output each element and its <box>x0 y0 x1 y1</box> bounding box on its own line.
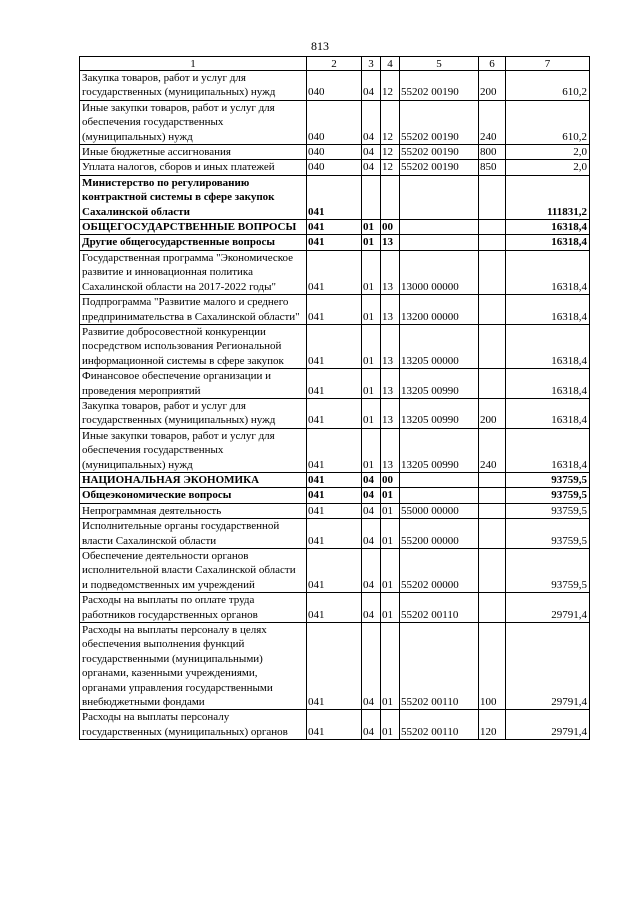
row-name-cell: НАЦИОНАЛЬНАЯ ЭКОНОМИКА <box>80 472 307 487</box>
row-subsection-cell: 12 <box>381 100 400 144</box>
row-section-cell: 04 <box>362 593 381 623</box>
row-name-cell: Подпрограмма "Развитие малого и среднего предпринимательства в Сахалинской области" <box>80 295 307 325</box>
row-section-cell: 01 <box>362 324 381 368</box>
row-sum-cell: 16318,4 <box>506 295 590 325</box>
row-name-cell: Обеспечение деятельности органов исполнительной власти Сахалинской области и подведомственных им учреждений <box>80 549 307 593</box>
row-sum-cell: 610,2 <box>506 100 590 144</box>
row-expense-type-cell <box>479 519 506 549</box>
row-section-cell: 01 <box>362 398 381 428</box>
row-ved-cell: 041 <box>307 324 362 368</box>
row-sum-cell: 16318,4 <box>506 369 590 399</box>
header-cell: 3 <box>362 57 381 71</box>
row-section-cell: 04 <box>362 710 381 740</box>
table-row <box>80 623 590 710</box>
table-row <box>80 398 590 428</box>
table-row <box>80 428 590 472</box>
row-expense-type-cell <box>479 593 506 623</box>
row-sum-cell: 16318,4 <box>506 398 590 428</box>
row-ved-cell: 041 <box>307 593 362 623</box>
row-ved-cell: 041 <box>307 175 362 219</box>
row-name-cell: Министерство по регулированию контрактной системы в сфере закупок Сахалинской области <box>80 175 307 219</box>
row-ved-cell: 041 <box>307 503 362 518</box>
row-target-code-cell: 55000 00000 <box>400 503 479 518</box>
row-section-cell: 04 <box>362 519 381 549</box>
row-ved-cell: 041 <box>307 220 362 235</box>
row-ved-cell: 041 <box>307 472 362 487</box>
row-section-cell: 01 <box>362 250 381 294</box>
table-row <box>80 220 590 235</box>
row-expense-type-cell: 850 <box>479 160 506 175</box>
row-target-code-cell <box>400 175 479 219</box>
row-expense-type-cell: 240 <box>479 100 506 144</box>
row-target-code-cell: 55202 00110 <box>400 593 479 623</box>
row-target-code-cell: 13200 00000 <box>400 295 479 325</box>
row-ved-cell: 041 <box>307 428 362 472</box>
row-section-cell: 04 <box>362 160 381 175</box>
row-subsection-cell: 12 <box>381 71 400 101</box>
row-section-cell: 01 <box>362 369 381 399</box>
row-section-cell: 04 <box>362 71 381 101</box>
row-name-cell: Другие общегосударственные вопросы <box>80 235 307 250</box>
table-row <box>80 324 590 368</box>
row-expense-type-cell <box>479 472 506 487</box>
row-subsection-cell: 13 <box>381 250 400 294</box>
row-name-cell: Расходы на выплаты персоналу государственных (муниципальных) органов <box>80 710 307 740</box>
row-name-cell: Закупка товаров, работ и услуг для государственных (муниципальных) нужд <box>80 71 307 101</box>
row-ved-cell: 040 <box>307 71 362 101</box>
row-name-cell: Уплата налогов, сборов и иных платежей <box>80 160 307 175</box>
row-expense-type-cell <box>479 175 506 219</box>
row-sum-cell: 16318,4 <box>506 235 590 250</box>
row-target-code-cell: 55202 00190 <box>400 145 479 160</box>
row-subsection-cell: 01 <box>381 710 400 740</box>
row-ved-cell: 041 <box>307 398 362 428</box>
row-ved-cell: 041 <box>307 488 362 503</box>
header-cell: 6 <box>479 57 506 71</box>
row-target-code-cell: 55202 00110 <box>400 710 479 740</box>
row-subsection-cell: 00 <box>381 472 400 487</box>
row-name-cell: ОБЩЕГОСУДАРСТВЕННЫЕ ВОПРОСЫ <box>80 220 307 235</box>
row-sum-cell: 93759,5 <box>506 519 590 549</box>
row-name-cell: Общеэкономические вопросы <box>80 488 307 503</box>
row-target-code-cell <box>400 488 479 503</box>
header-cell: 2 <box>307 57 362 71</box>
row-sum-cell: 29791,4 <box>506 623 590 710</box>
row-subsection-cell: 13 <box>381 398 400 428</box>
row-target-code-cell: 55202 00000 <box>400 549 479 593</box>
row-ved-cell: 041 <box>307 549 362 593</box>
row-ved-cell: 040 <box>307 160 362 175</box>
row-name-cell: Развитие добросовестной конкуренции посредством использования Региональной информационной системы в сфере закупок <box>80 324 307 368</box>
row-sum-cell: 16318,4 <box>506 220 590 235</box>
table-row <box>80 160 590 175</box>
row-name-cell: Расходы на выплаты персоналу в целях обеспечения выполнения функций государственными (муниципальными) органами, казенными учреждениями, органами управления государственными внебюджетными фондами <box>80 623 307 710</box>
row-ved-cell: 040 <box>307 100 362 144</box>
row-subsection-cell: 12 <box>381 145 400 160</box>
row-target-code-cell: 55200 00000 <box>400 519 479 549</box>
row-subsection-cell: 01 <box>381 519 400 549</box>
table-row <box>80 175 590 219</box>
row-target-code-cell: 55202 00190 <box>400 100 479 144</box>
row-ved-cell: 041 <box>307 235 362 250</box>
table-row <box>80 488 590 503</box>
row-ved-cell: 041 <box>307 623 362 710</box>
row-section-cell: 04 <box>362 472 381 487</box>
row-sum-cell: 16318,4 <box>506 250 590 294</box>
row-target-code-cell <box>400 220 479 235</box>
row-sum-cell: 93759,5 <box>506 549 590 593</box>
row-subsection-cell: 01 <box>381 593 400 623</box>
row-expense-type-cell <box>479 488 506 503</box>
header-cell: 7 <box>506 57 590 71</box>
row-name-cell: Закупка товаров, работ и услуг для государственных (муниципальных) нужд <box>80 398 307 428</box>
table-row <box>80 710 590 740</box>
row-sum-cell: 29791,4 <box>506 710 590 740</box>
row-subsection-cell <box>381 175 400 219</box>
header-cell: 4 <box>381 57 400 71</box>
row-subsection-cell: 01 <box>381 488 400 503</box>
row-section-cell: 04 <box>362 145 381 160</box>
page-number: 813 <box>311 39 329 53</box>
row-section-cell: 04 <box>362 503 381 518</box>
row-expense-type-cell: 200 <box>479 71 506 101</box>
row-target-code-cell: 13000 00000 <box>400 250 479 294</box>
row-section-cell: 04 <box>362 488 381 503</box>
row-subsection-cell: 13 <box>381 295 400 325</box>
row-name-cell: Финансовое обеспечение организации и проведения мероприятий <box>80 369 307 399</box>
row-sum-cell: 2,0 <box>506 145 590 160</box>
row-expense-type-cell <box>479 549 506 593</box>
row-expense-type-cell <box>479 503 506 518</box>
row-subsection-cell: 01 <box>381 503 400 518</box>
row-sum-cell: 16318,4 <box>506 324 590 368</box>
row-sum-cell: 111831,2 <box>506 175 590 219</box>
row-name-cell: Иные бюджетные ассигнования <box>80 145 307 160</box>
row-sum-cell: 16318,4 <box>506 428 590 472</box>
table-row <box>80 503 590 518</box>
table-row <box>80 549 590 593</box>
row-section-cell: 04 <box>362 100 381 144</box>
row-expense-type-cell <box>479 235 506 250</box>
table-row <box>80 472 590 487</box>
row-section-cell: 01 <box>362 235 381 250</box>
table-row <box>80 519 590 549</box>
row-subsection-cell: 13 <box>381 324 400 368</box>
row-target-code-cell: 55202 00190 <box>400 160 479 175</box>
row-target-code-cell: 13205 00990 <box>400 369 479 399</box>
row-target-code-cell: 13205 00000 <box>400 324 479 368</box>
row-ved-cell: 040 <box>307 145 362 160</box>
table-row <box>80 71 590 101</box>
row-expense-type-cell: 200 <box>479 398 506 428</box>
row-sum-cell: 2,0 <box>506 160 590 175</box>
row-name-cell: Иные закупки товаров, работ и услуг для обеспечения государственных (муниципальных) нужд <box>80 100 307 144</box>
row-name-cell: Исполнительные органы государственной власти Сахалинской области <box>80 519 307 549</box>
table-row <box>80 295 590 325</box>
row-subsection-cell: 01 <box>381 549 400 593</box>
row-name-cell: Непрограммная деятельность <box>80 503 307 518</box>
row-ved-cell: 041 <box>307 295 362 325</box>
row-sum-cell: 93759,5 <box>506 488 590 503</box>
row-section-cell: 04 <box>362 623 381 710</box>
row-name-cell: Иные закупки товаров, работ и услуг для обеспечения государственных (муниципальных) нужд <box>80 428 307 472</box>
row-ved-cell: 041 <box>307 519 362 549</box>
table-row <box>80 100 590 144</box>
row-expense-type-cell: 120 <box>479 710 506 740</box>
row-subsection-cell: 13 <box>381 428 400 472</box>
row-expense-type-cell <box>479 220 506 235</box>
row-expense-type-cell: 800 <box>479 145 506 160</box>
header-cell: 5 <box>400 57 479 71</box>
row-target-code-cell: 13205 00990 <box>400 398 479 428</box>
row-section-cell: 04 <box>362 549 381 593</box>
row-sum-cell: 93759,5 <box>506 503 590 518</box>
row-name-cell: Расходы на выплаты по оплате труда работников государственных органов <box>80 593 307 623</box>
row-name-cell: Государственная программа "Экономическое развитие и инновационная политика Сахалинской области на 2017-2022 годы" <box>80 250 307 294</box>
row-expense-type-cell <box>479 295 506 325</box>
row-subsection-cell: 01 <box>381 623 400 710</box>
row-expense-type-cell <box>479 324 506 368</box>
row-expense-type-cell <box>479 250 506 294</box>
row-ved-cell: 041 <box>307 710 362 740</box>
row-section-cell: 01 <box>362 428 381 472</box>
row-sum-cell: 93759,5 <box>506 472 590 487</box>
row-expense-type-cell: 240 <box>479 428 506 472</box>
table-row <box>80 593 590 623</box>
row-target-code-cell: 55202 00110 <box>400 623 479 710</box>
row-sum-cell: 29791,4 <box>506 593 590 623</box>
row-target-code-cell: 55202 00190 <box>400 71 479 101</box>
table-row <box>80 145 590 160</box>
row-ved-cell: 041 <box>307 369 362 399</box>
row-subsection-cell: 12 <box>381 160 400 175</box>
header-cell: 1 <box>80 57 307 71</box>
row-sum-cell: 610,2 <box>506 71 590 101</box>
row-subsection-cell: 13 <box>381 369 400 399</box>
table-row <box>80 369 590 399</box>
row-expense-type-cell <box>479 369 506 399</box>
row-target-code-cell: 13205 00990 <box>400 428 479 472</box>
row-section-cell: 01 <box>362 220 381 235</box>
row-expense-type-cell: 100 <box>479 623 506 710</box>
row-target-code-cell <box>400 235 479 250</box>
row-subsection-cell: 13 <box>381 235 400 250</box>
budget-table <box>79 56 590 740</box>
row-section-cell <box>362 175 381 219</box>
row-target-code-cell <box>400 472 479 487</box>
table-row <box>80 235 590 250</box>
row-subsection-cell: 00 <box>381 220 400 235</box>
header-row <box>80 57 590 71</box>
table-row <box>80 250 590 294</box>
row-section-cell: 01 <box>362 295 381 325</box>
row-ved-cell: 041 <box>307 250 362 294</box>
